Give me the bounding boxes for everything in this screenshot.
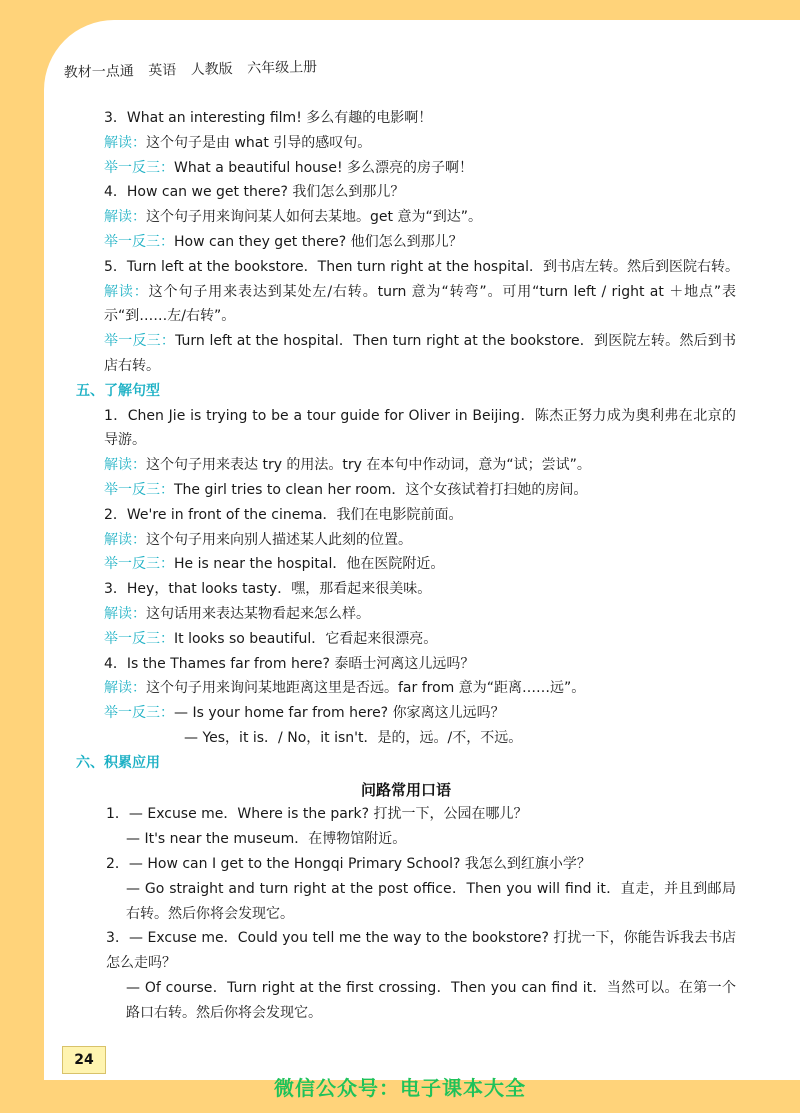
section-heading: 六、积累应用 bbox=[76, 754, 160, 771]
example-line bbox=[76, 156, 736, 181]
line-text: 这个句子用来表达 try 的用法。try 在本句中作动词，意为“试；尝试”。 bbox=[146, 457, 591, 474]
sentence-line bbox=[76, 726, 736, 751]
line-text: — Yes，it is．/ No，it isn't．是的，远。/不，不远。 bbox=[184, 729, 523, 746]
line-text: — Is your home far from here? 你家离这儿远吗？ bbox=[174, 705, 505, 722]
header-subject: 英语 bbox=[148, 62, 177, 80]
explain-label: 解读： bbox=[104, 605, 146, 622]
example-line bbox=[76, 552, 736, 577]
sentence-block-a bbox=[76, 106, 739, 280]
sentence-line bbox=[76, 652, 736, 677]
line-text: What a beautiful house! 多么漂亮的房子啊！ bbox=[174, 159, 474, 176]
page-content bbox=[76, 106, 739, 1025]
explain-line bbox=[76, 131, 736, 156]
line-text: 5．Turn left at the bookstore．Then turn right at the hospital．到书店左转。然后到医院右转。 bbox=[104, 258, 739, 275]
line-text: 这个句子用来询问某地距离这里是否远。far from 意为“距离……远”。 bbox=[146, 680, 586, 697]
dialogue-answer: — Of course．Turn right at the first crossing．Then you can find it．当然可以。在第一个路口右转。然后你将会发现它。 bbox=[126, 979, 736, 1021]
line-text: How can they get there? 他们怎么到那儿？ bbox=[174, 233, 463, 250]
footer-watermark: 微信公众号：电子课本大全 bbox=[274, 1076, 526, 1100]
line-text: He is near the hospital．他在医院附近。 bbox=[174, 556, 445, 573]
sentence-block-b bbox=[76, 453, 736, 751]
explain-line bbox=[76, 205, 736, 230]
example-text: Turn left at the hospital．Then turn right at the bookstore．到医院左转。然后到书店右转。 bbox=[104, 333, 736, 374]
sentence-line bbox=[76, 255, 739, 280]
example-label: 举一反三： bbox=[104, 159, 174, 176]
line-text: 3．Hey，that looks tasty．嘿，那看起来很美味。 bbox=[104, 581, 432, 598]
explain-line bbox=[76, 528, 736, 553]
example-line bbox=[76, 627, 736, 652]
explain-paragraph bbox=[76, 280, 736, 330]
dialogue-question: 3．— Excuse me．Could you tell me the way to the bookstore? 打扰一下，你能告诉我去书店怎么走吗？ bbox=[106, 930, 736, 972]
line-text: 4．Is the Thames far from here? 泰晤士河离这儿远吗？ bbox=[104, 655, 475, 672]
explain-label: 解读： bbox=[104, 531, 146, 548]
explain-label: 解读： bbox=[104, 457, 146, 474]
explain-line bbox=[76, 676, 736, 701]
sentence-line bbox=[76, 180, 736, 205]
dialogue-question: 2．— How can I get to the Hongqi Primary School? 我怎么到红旗小学？ bbox=[106, 855, 591, 872]
example-label: 举一反三： bbox=[104, 556, 174, 573]
line-text: 这个句子用来询问某人如何去某地。get 意为“到达”。 bbox=[146, 209, 482, 226]
line-text: 4．How can we get there? 我们怎么到那儿？ bbox=[104, 184, 405, 201]
line-text: 这个句子是由 what 引导的感叹句。 bbox=[146, 134, 372, 151]
sentence-line bbox=[76, 503, 736, 528]
line-text: The girl tries to clean her room．这个女孩试着打扫她的房间。 bbox=[174, 481, 588, 498]
line-text: 这句话用来表达某物看起来怎么样。 bbox=[146, 605, 370, 622]
section-heading: 五、了解句型 bbox=[76, 382, 160, 399]
line-text: 2．We're in front of the cinema．我们在电影院前面。 bbox=[104, 506, 463, 523]
example-label: 举一反三： bbox=[104, 630, 174, 647]
example-label: 举一反三： bbox=[104, 705, 174, 722]
example-label: 举一反三： bbox=[104, 333, 176, 350]
page-number: 24 bbox=[62, 1046, 106, 1074]
explain-line bbox=[76, 453, 736, 478]
header-edition: 人教版 bbox=[190, 61, 233, 79]
sentence-paragraph: 1．Chen Jie is trying to be a tour guide for Oliver in Beijing．陈杰正努力成为奥利弗在北京的导游。 bbox=[104, 407, 736, 449]
header-book: 教材一点通 bbox=[63, 63, 134, 82]
example-label: 举一反三： bbox=[104, 481, 174, 498]
example-line bbox=[76, 701, 736, 726]
example-label: 举一反三： bbox=[104, 233, 174, 250]
explain-label: 解读： bbox=[104, 283, 149, 300]
box-title: 问路常用口语 bbox=[360, 780, 451, 799]
explain-label: 解读： bbox=[104, 134, 146, 151]
explain-line bbox=[76, 602, 736, 627]
explain-label: 解读： bbox=[104, 209, 146, 226]
dialogue-question: 1．— Excuse me．Where is the park? 打扰一下，公园在哪儿？ bbox=[106, 806, 528, 823]
example-paragraph bbox=[76, 329, 736, 379]
dialogue-answer: — It's near the museum．在博物馆附近。 bbox=[126, 831, 407, 848]
line-text: 3．What an interesting film! 多么有趣的电影啊！ bbox=[104, 110, 433, 126]
dialogue-answer: — Go straight and turn right at the post office．Then you will find it．直走，并且到邮局右转。然后你将会发现它。 bbox=[126, 880, 736, 922]
explain-text: 这个句子用来表达到某处左/右转。turn 意为“转弯”。可用“turn left / right at ＋地点”表示“到……左/右转”。 bbox=[104, 283, 737, 325]
example-line bbox=[76, 230, 736, 255]
explain-label: 解读： bbox=[104, 680, 146, 697]
line-text: 这个句子用来向别人描述某人此刻的位置。 bbox=[146, 531, 412, 548]
sentence-line bbox=[76, 577, 736, 602]
line-text: It looks so beautiful．它看起来很漂亮。 bbox=[174, 630, 438, 647]
sentence-line bbox=[76, 106, 736, 131]
header-grade: 六年级上册 bbox=[246, 59, 318, 77]
example-line bbox=[76, 478, 736, 503]
